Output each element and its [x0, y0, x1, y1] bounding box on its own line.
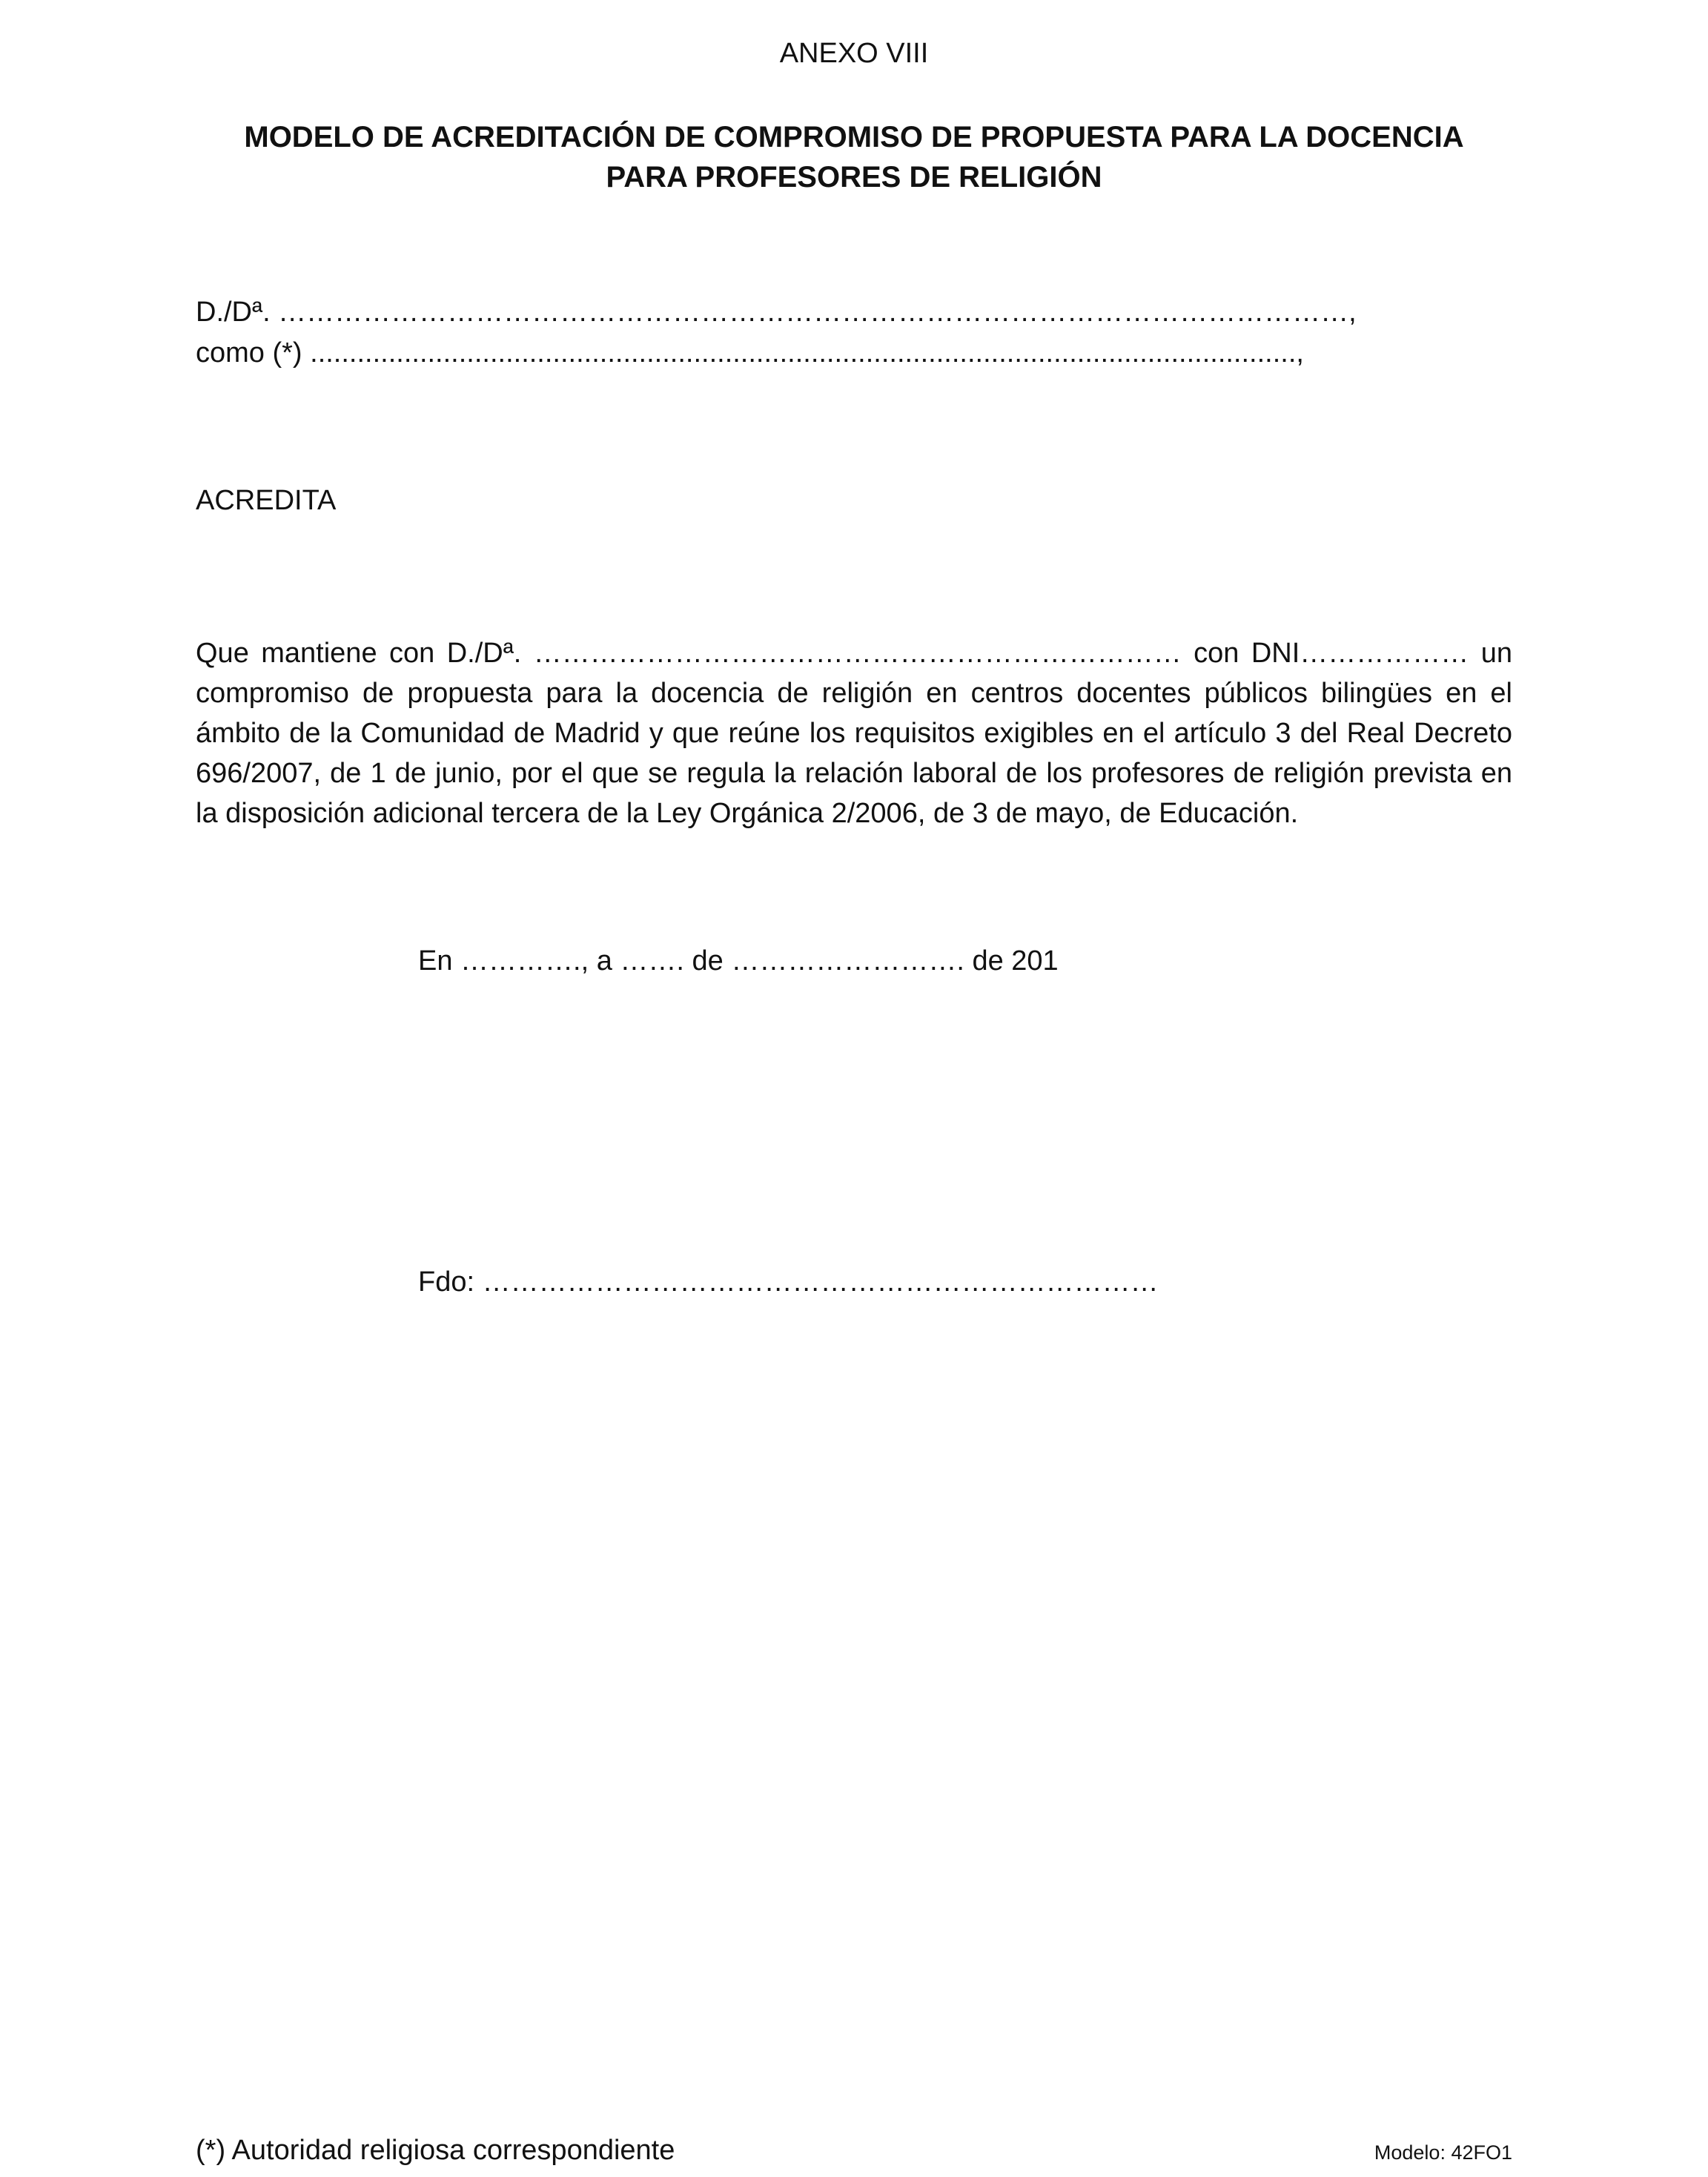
acredita-heading: ACREDITA: [196, 484, 337, 516]
signature-fill-line: Fdo: ………………………………………………………………: [418, 1266, 1159, 1298]
intro-block: [196, 292, 1512, 374]
footnote: (*) Autoridad religiosa correspondiente: [196, 2135, 675, 2166]
name-fill-line: D./Dª. ……………………………………………………………………………………………………,: [196, 296, 1357, 328]
date-fill-line: En …………., a ……. de ……………………. de 201: [418, 945, 1059, 977]
annex-title: ANEXO VIII: [779, 38, 929, 69]
page-footer: [196, 2135, 1512, 2167]
body-paragraph: Que mantiene con D./Dª. …………………………………………………………… con DNI……………… un compromiso de propuesta para la docencia de religión en centros docentes públicos bilingües en el ámbito de la Comunidad de Madrid y que reúne los requisitos exigibles en el artículo 3 del Real Decreto 696/2007, de 1 de junio, por el que se regula la relación laboral de los profesores de religión prevista en la disposición adicional tercera de la Ley Orgánica 2/2006, de 3 de mayo, de Educación.: [196, 637, 1512, 829]
document-title: MODELO DE ACREDITACIÓN DE COMPROMISO DE PROPUESTA PARA LA DOCENCIA PARA PROFESORES DE RELIGIÓN: [244, 120, 1464, 194]
role-fill-line: como (*) ..............................................................................................................................,: [196, 337, 1304, 369]
model-code: Modelo: 42FO1: [1374, 2141, 1512, 2164]
